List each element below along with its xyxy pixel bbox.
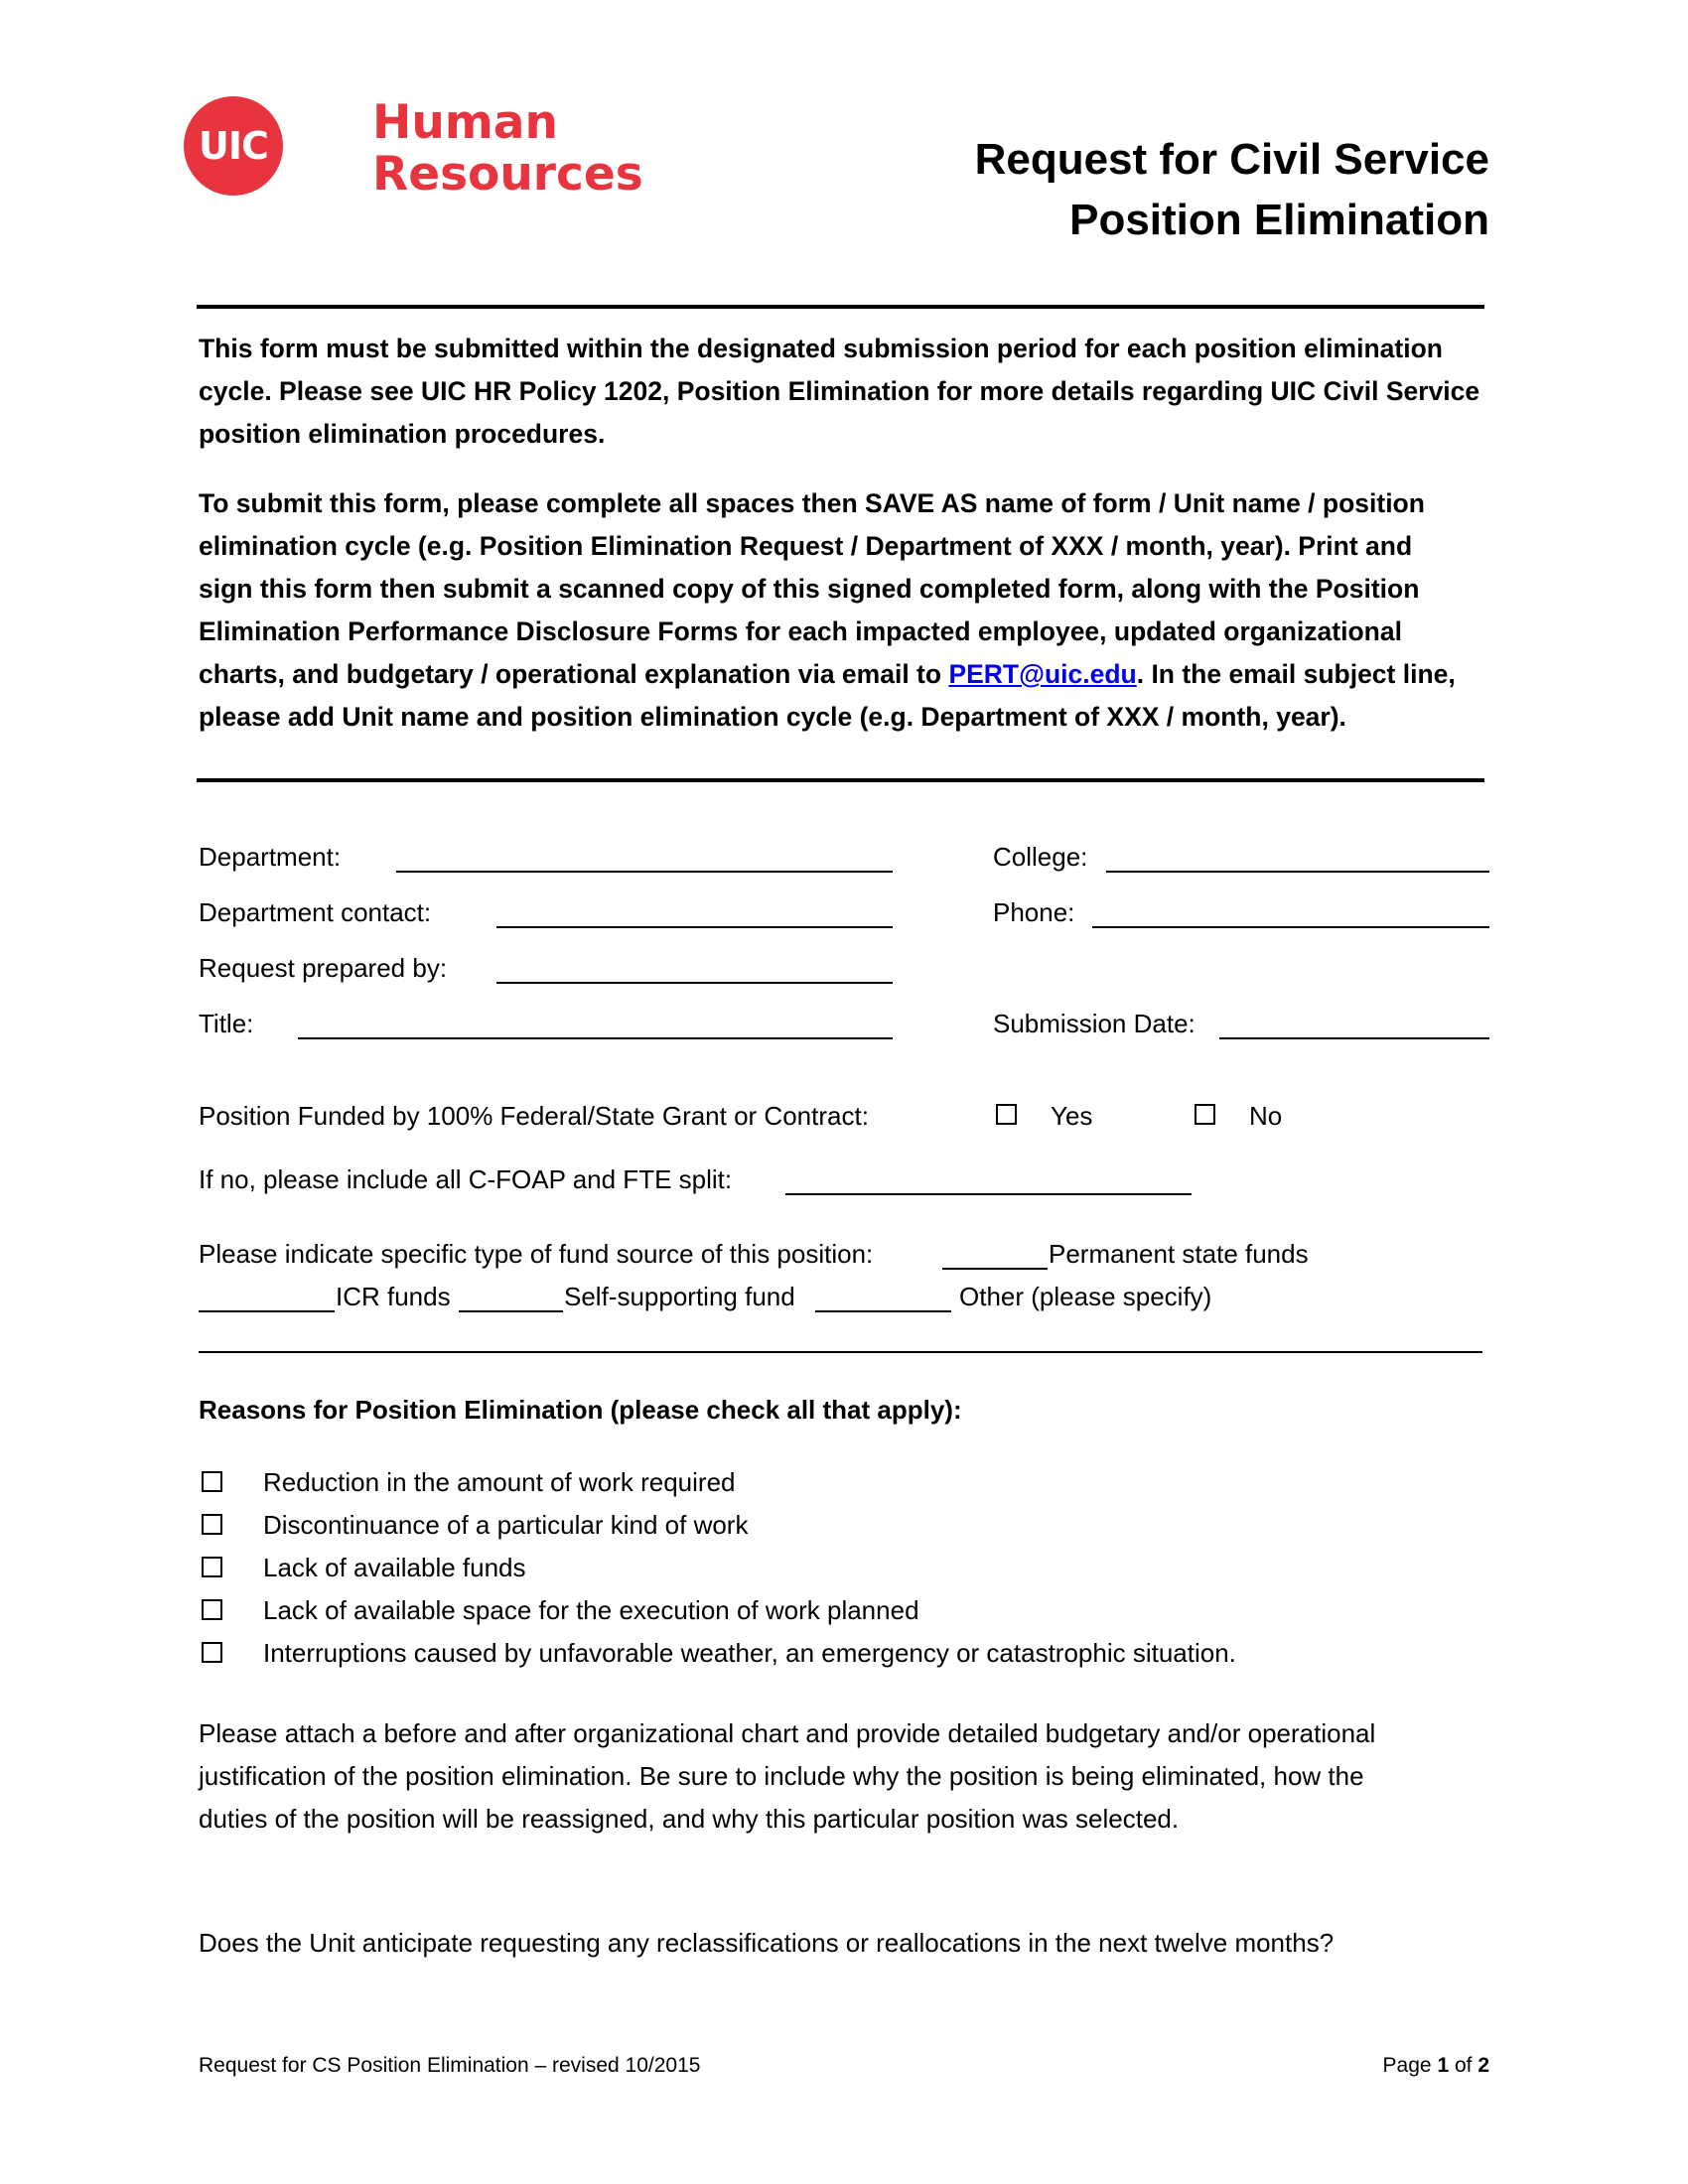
- reason-label: Lack of available funds: [263, 1553, 526, 1582]
- self-supporting-blank[interactable]: [459, 1310, 563, 1312]
- page-prefix: Page: [1382, 2054, 1438, 2077]
- reason-label: Interruptions caused by unfavorable weather, an emergency or catastrophic situation.: [263, 1638, 1236, 1668]
- page-of: of: [1449, 2054, 1478, 2077]
- intro-text: . In the email subject line,: [1136, 659, 1456, 689]
- funded-yes-checkbox[interactable]: [996, 1104, 1017, 1125]
- funded-no-label: No: [1249, 1101, 1283, 1131]
- email-link[interactable]: PERT@uic.edu: [948, 659, 1137, 689]
- top-divider: [197, 305, 1484, 309]
- logo-line-1: Human: [372, 95, 558, 150]
- funded-no-checkbox[interactable]: [1195, 1104, 1215, 1125]
- reason-checkbox[interactable]: [202, 1599, 222, 1620]
- intro-p2-line: Elimination Performance Disclosure Forms for each impacted employee, updated organizational: [199, 616, 1402, 646]
- title-line-2: Position Elimination: [1069, 196, 1489, 244]
- intro-p1-line: cycle. Please see UIC HR Policy 1202, Position Elimination for more details regarding UIC Civil Service: [199, 376, 1480, 406]
- page-title: [975, 129, 1489, 250]
- intro-text: charts, and budgetary / operational explanation via email to: [199, 659, 949, 689]
- submission-date-label: Submission Date:: [993, 1009, 1196, 1038]
- page-current: 1: [1437, 2054, 1450, 2077]
- attach-line: Please attach a before and after organizational chart and provide detailed budgetary and/or operational: [199, 1718, 1376, 1748]
- phone-label: Phone:: [993, 897, 1075, 927]
- reclassification-question: Does the Unit anticipate requesting any reclassifications or reallocations in the next twelve months?: [199, 1928, 1335, 1958]
- title-line-1: Request for Civil Service: [974, 135, 1489, 184]
- middle-divider: [197, 778, 1484, 782]
- funded-question: Position Funded by 100% Federal/State Grant or Contract:: [199, 1101, 869, 1131]
- intro-p2-line: To submit this form, please complete all spaces then SAVE AS name of form / Unit name / position: [199, 488, 1425, 518]
- reason-label: Discontinuance of a particular kind of work: [263, 1510, 749, 1540]
- reason-checkbox[interactable]: [202, 1471, 222, 1492]
- reason-checkbox[interactable]: [202, 1557, 222, 1577]
- reason-label: Reduction in the amount of work required: [263, 1467, 736, 1497]
- page-total: 2: [1477, 2054, 1489, 2077]
- intro-p1-line: This form must be submitted within the designated submission period for each position elimination: [199, 334, 1443, 363]
- other-blank[interactable]: [815, 1310, 951, 1312]
- self-supporting-label: Self-supporting fund: [564, 1282, 795, 1311]
- permanent-funds-label: Permanent state funds: [1049, 1239, 1309, 1269]
- department-contact-label: Department contact:: [199, 897, 432, 927]
- hr-logo-text: [372, 97, 643, 201]
- intro-paragraph-1: [199, 328, 1499, 456]
- reason-checkbox[interactable]: [202, 1642, 222, 1663]
- icr-funds-blank[interactable]: [199, 1310, 335, 1312]
- cfoap-label: If no, please include all C-FOAP and FTE split:: [199, 1164, 733, 1194]
- icr-funds-label: ICR funds: [336, 1282, 451, 1311]
- intro-p2-line: elimination cycle (e.g. Position Elimination Request / Department of XXX / month, year). Print and: [199, 531, 1413, 561]
- uic-logo-mark: [184, 96, 283, 196]
- intro-p2-line: sign this form then submit a scanned copy of this signed completed form, along with the Position: [199, 574, 1420, 604]
- department-contact-field[interactable]: [496, 926, 893, 928]
- other-specify-field[interactable]: [199, 1351, 1482, 1353]
- department-label: Department:: [199, 842, 342, 872]
- phone-field[interactable]: [1092, 926, 1489, 928]
- prepared-by-label: Request prepared by:: [199, 953, 448, 983]
- intro-paragraph-2: [199, 482, 1499, 739]
- logo-mark-text: UIC: [199, 124, 268, 168]
- reason-label: Lack of available space for the execution of work planned: [263, 1595, 919, 1625]
- other-label: Other (please specify): [959, 1282, 1212, 1311]
- title-field[interactable]: [298, 1037, 893, 1039]
- title-label: Title:: [199, 1009, 254, 1038]
- college-label: College:: [993, 842, 1088, 872]
- attachment-instructions: [199, 1712, 1499, 1841]
- attach-line: justification of the position elimination. Be sure to include why the position is being eliminated, how the: [199, 1761, 1364, 1791]
- intro-p2-line: [199, 653, 1499, 696]
- submission-date-field[interactable]: [1219, 1037, 1489, 1039]
- reasons-heading: Reasons for Position Elimination (please check all that apply):: [199, 1395, 962, 1425]
- prepared-by-field[interactable]: [496, 982, 893, 984]
- permanent-funds-blank[interactable]: [942, 1268, 1048, 1270]
- attach-line: duties of the position will be reassigned, and why this particular position was selected.: [199, 1804, 1180, 1834]
- page-number: [1383, 2053, 1489, 2079]
- fund-source-label: Please indicate specific type of fund source of this position:: [199, 1239, 874, 1269]
- intro-p2-line: please add Unit name and position elimination cycle (e.g. Department of XXX / month, year).: [199, 702, 1346, 732]
- footer-revision: Request for CS Position Elimination – revised 10/2015: [199, 2054, 701, 2077]
- college-field[interactable]: [1106, 871, 1489, 873]
- funded-yes-label: Yes: [1051, 1101, 1093, 1131]
- cfoap-field[interactable]: [785, 1193, 1192, 1195]
- logo-line-2: Resources: [372, 147, 643, 202]
- intro-p1-line: position elimination procedures.: [199, 419, 606, 449]
- department-field[interactable]: [396, 871, 893, 873]
- reason-checkbox[interactable]: [202, 1514, 222, 1535]
